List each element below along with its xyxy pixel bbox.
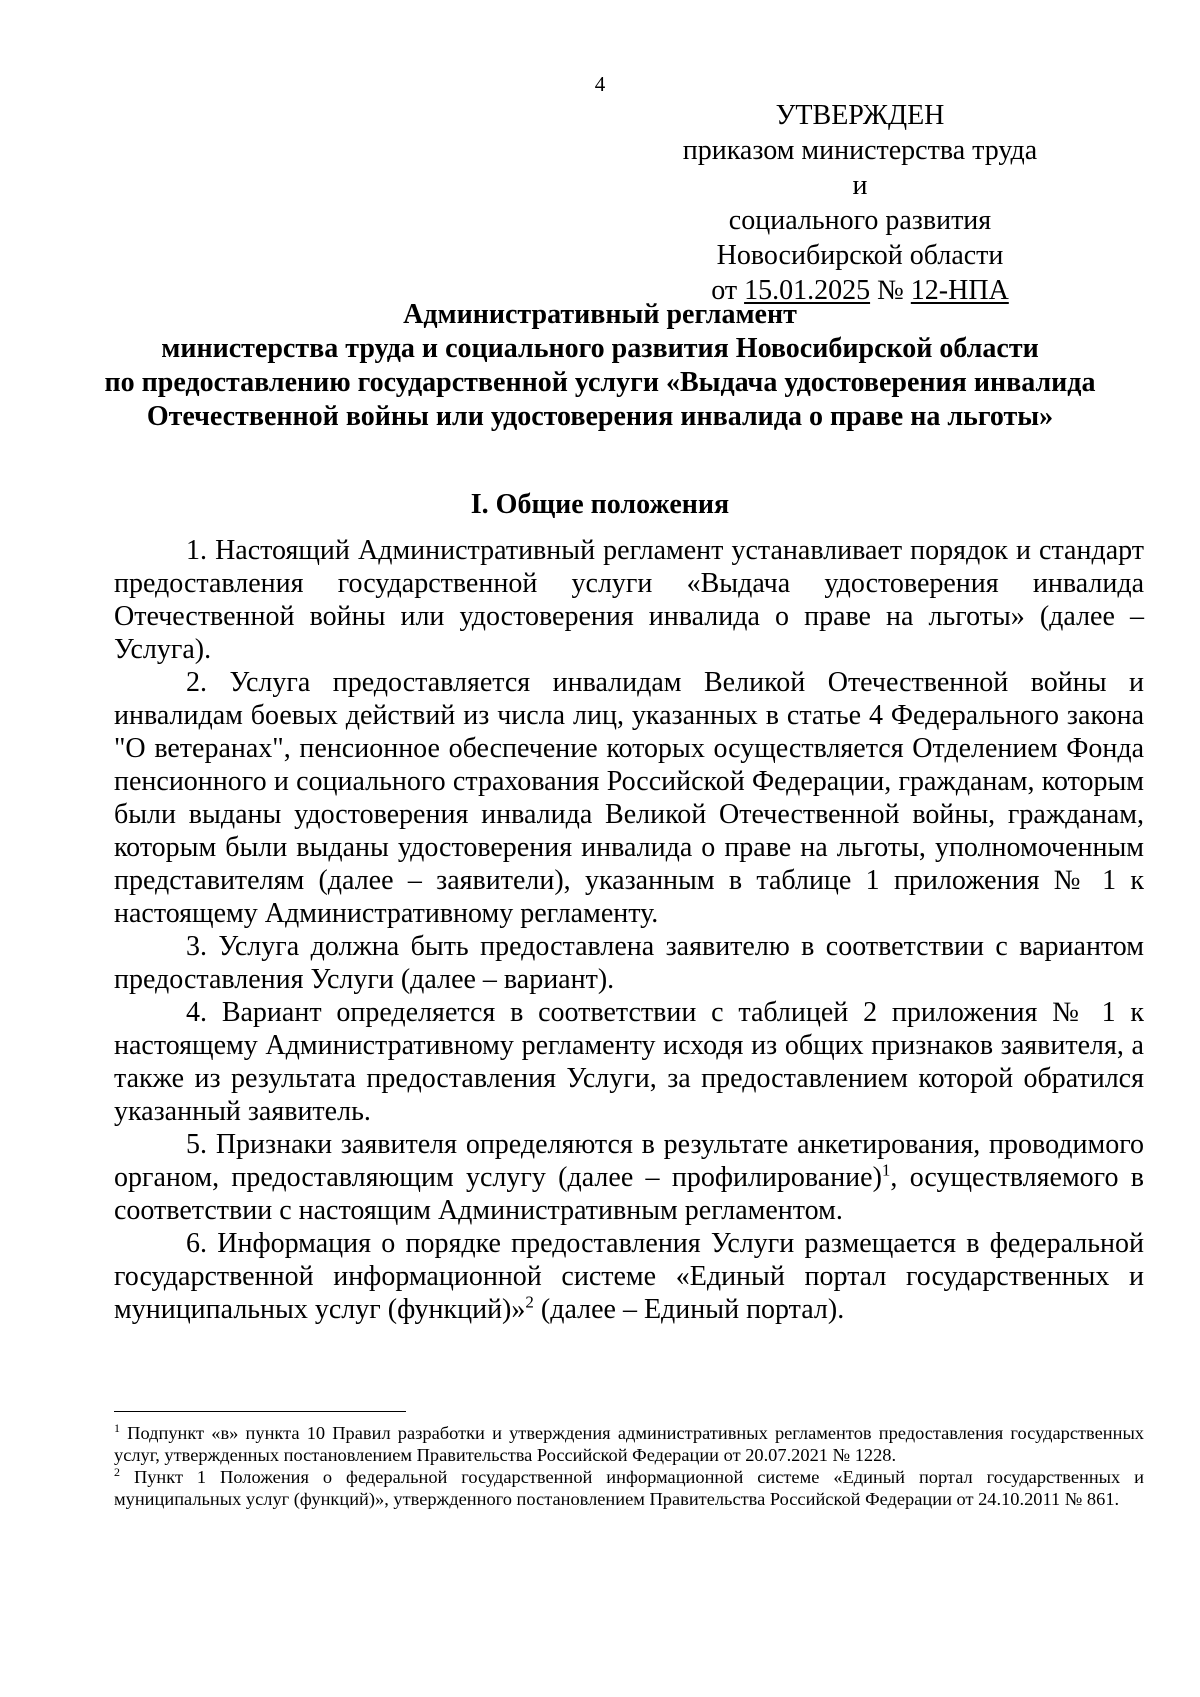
approval-stamp <box>680 98 1040 308</box>
paragraph-6-text: 6. Информация о порядке предоставления Услуги размещается в федеральной государственной информационной системе «Единый портал государственных и муниципальных услуг (функций)» <box>114 1228 1144 1325</box>
footnotes <box>114 1422 1144 1510</box>
section-heading: I. Общие положения <box>470 489 730 520</box>
page-number: 4 <box>594 72 606 96</box>
approval-number: 12-НПА <box>910 275 1009 306</box>
approval-num-sign: № <box>870 275 911 306</box>
approval-line: социального развития <box>728 205 992 236</box>
title-line: Отечественной войны или удостоверения инвалида о праве на льготы» <box>146 401 1054 432</box>
paragraph-6-text-cont: (далее – Единый портал). <box>533 1294 845 1325</box>
approval-date: 15.01.2025 <box>744 275 871 306</box>
paragraph-3: 3. Услуга должна быть предоставлена заявителю в соответствии с вариантом предоставления Услуги (далее – вариант). <box>114 931 1144 995</box>
footnote-ref-2[interactable]: 2 <box>525 1292 534 1312</box>
footnote-divider <box>114 1411 406 1412</box>
paragraph-6 <box>114 1227 1144 1326</box>
approval-line: приказом министерства труда и <box>682 135 1038 201</box>
approval-prefix: от <box>711 275 745 306</box>
document-body <box>114 534 1144 1326</box>
footnote-2-text: Пункт 1 Положения о федеральной государственной информационной системе «Единый портал государственных и муниципальных услуг (функций)», утвержденного постановлением Правительства Российской Федерации от 24.10.2011 № 861. <box>114 1467 1144 1509</box>
document-title <box>90 298 1110 434</box>
paragraph-2: 2. Услуга предоставляется инвалидам Великой Отечественной войны и инвалидам боевых действий из числа лиц, указанных в статье 4 Федерального закона "О ветеранах", пенсионное обеспечение которых осуществляется Отделением Фонда пенсионного и социального страхования Российской Федерации, гражданам, которым были выданы удостоверения инвалида Великой Отечественной войны, гражданам, которым были выданы удостоверения инвалида о праве на льготы, уполномоченным представителям (далее – заявители), указанным в таблице 1 приложения № 1 к настоящему Административному регламенту. <box>114 667 1144 929</box>
footnote-1-text: Подпункт «в» пункта 10 Правил разработки и утверждения административных регламентов предоставления государственных услуг, утвержденных постановлением Правительства Российской Федерации от 20.07.2021 № 1228. <box>114 1423 1144 1465</box>
footnote-2 <box>114 1466 1144 1510</box>
title-line: Административный регламент <box>403 299 797 330</box>
footnote-ref-1[interactable]: 1 <box>881 1160 891 1180</box>
paragraph-4: 4. Вариант определяется в соответствии с таблицей 2 приложения № 1 к настоящему Административному регламенту исходя из общих признаков заявителя, а также из результата предоставления Услуги, за предоставлением которой обратился указанный заявитель. <box>114 997 1144 1127</box>
approval-line: Новосибирской области <box>716 240 1004 271</box>
paragraph-5 <box>114 1128 1144 1227</box>
footnote-1 <box>114 1422 1144 1466</box>
paragraph-1: 1. Настоящий Административный регламент устанавливает порядок и стандарт предоставления государственной услуги «Выдача удостоверения инвалида Отечественной войны или удостоверения инвалида о праве на льготы» (далее – Услуга). <box>114 535 1144 665</box>
approval-heading: УТВЕРЖДЕН <box>775 100 945 131</box>
paragraph-5-text-cont: , осуществляемого в соответствии с настоящим Административным регламентом. <box>114 1162 1144 1226</box>
title-line: министерства труда и социального развития Новосибирской области <box>161 333 1039 364</box>
footnote-mark-2: 2 <box>114 1464 120 1479</box>
title-line: по предоставлению государственной услуги «Выдача удостоверения инвалида <box>104 367 1096 398</box>
paragraph-5-text: 5. Признаки заявителя определяются в результате анкетирования, проводимого органом, предоставляющим услугу (далее – профилирование) <box>114 1129 1144 1193</box>
footnote-mark-1: 1 <box>114 1420 120 1435</box>
